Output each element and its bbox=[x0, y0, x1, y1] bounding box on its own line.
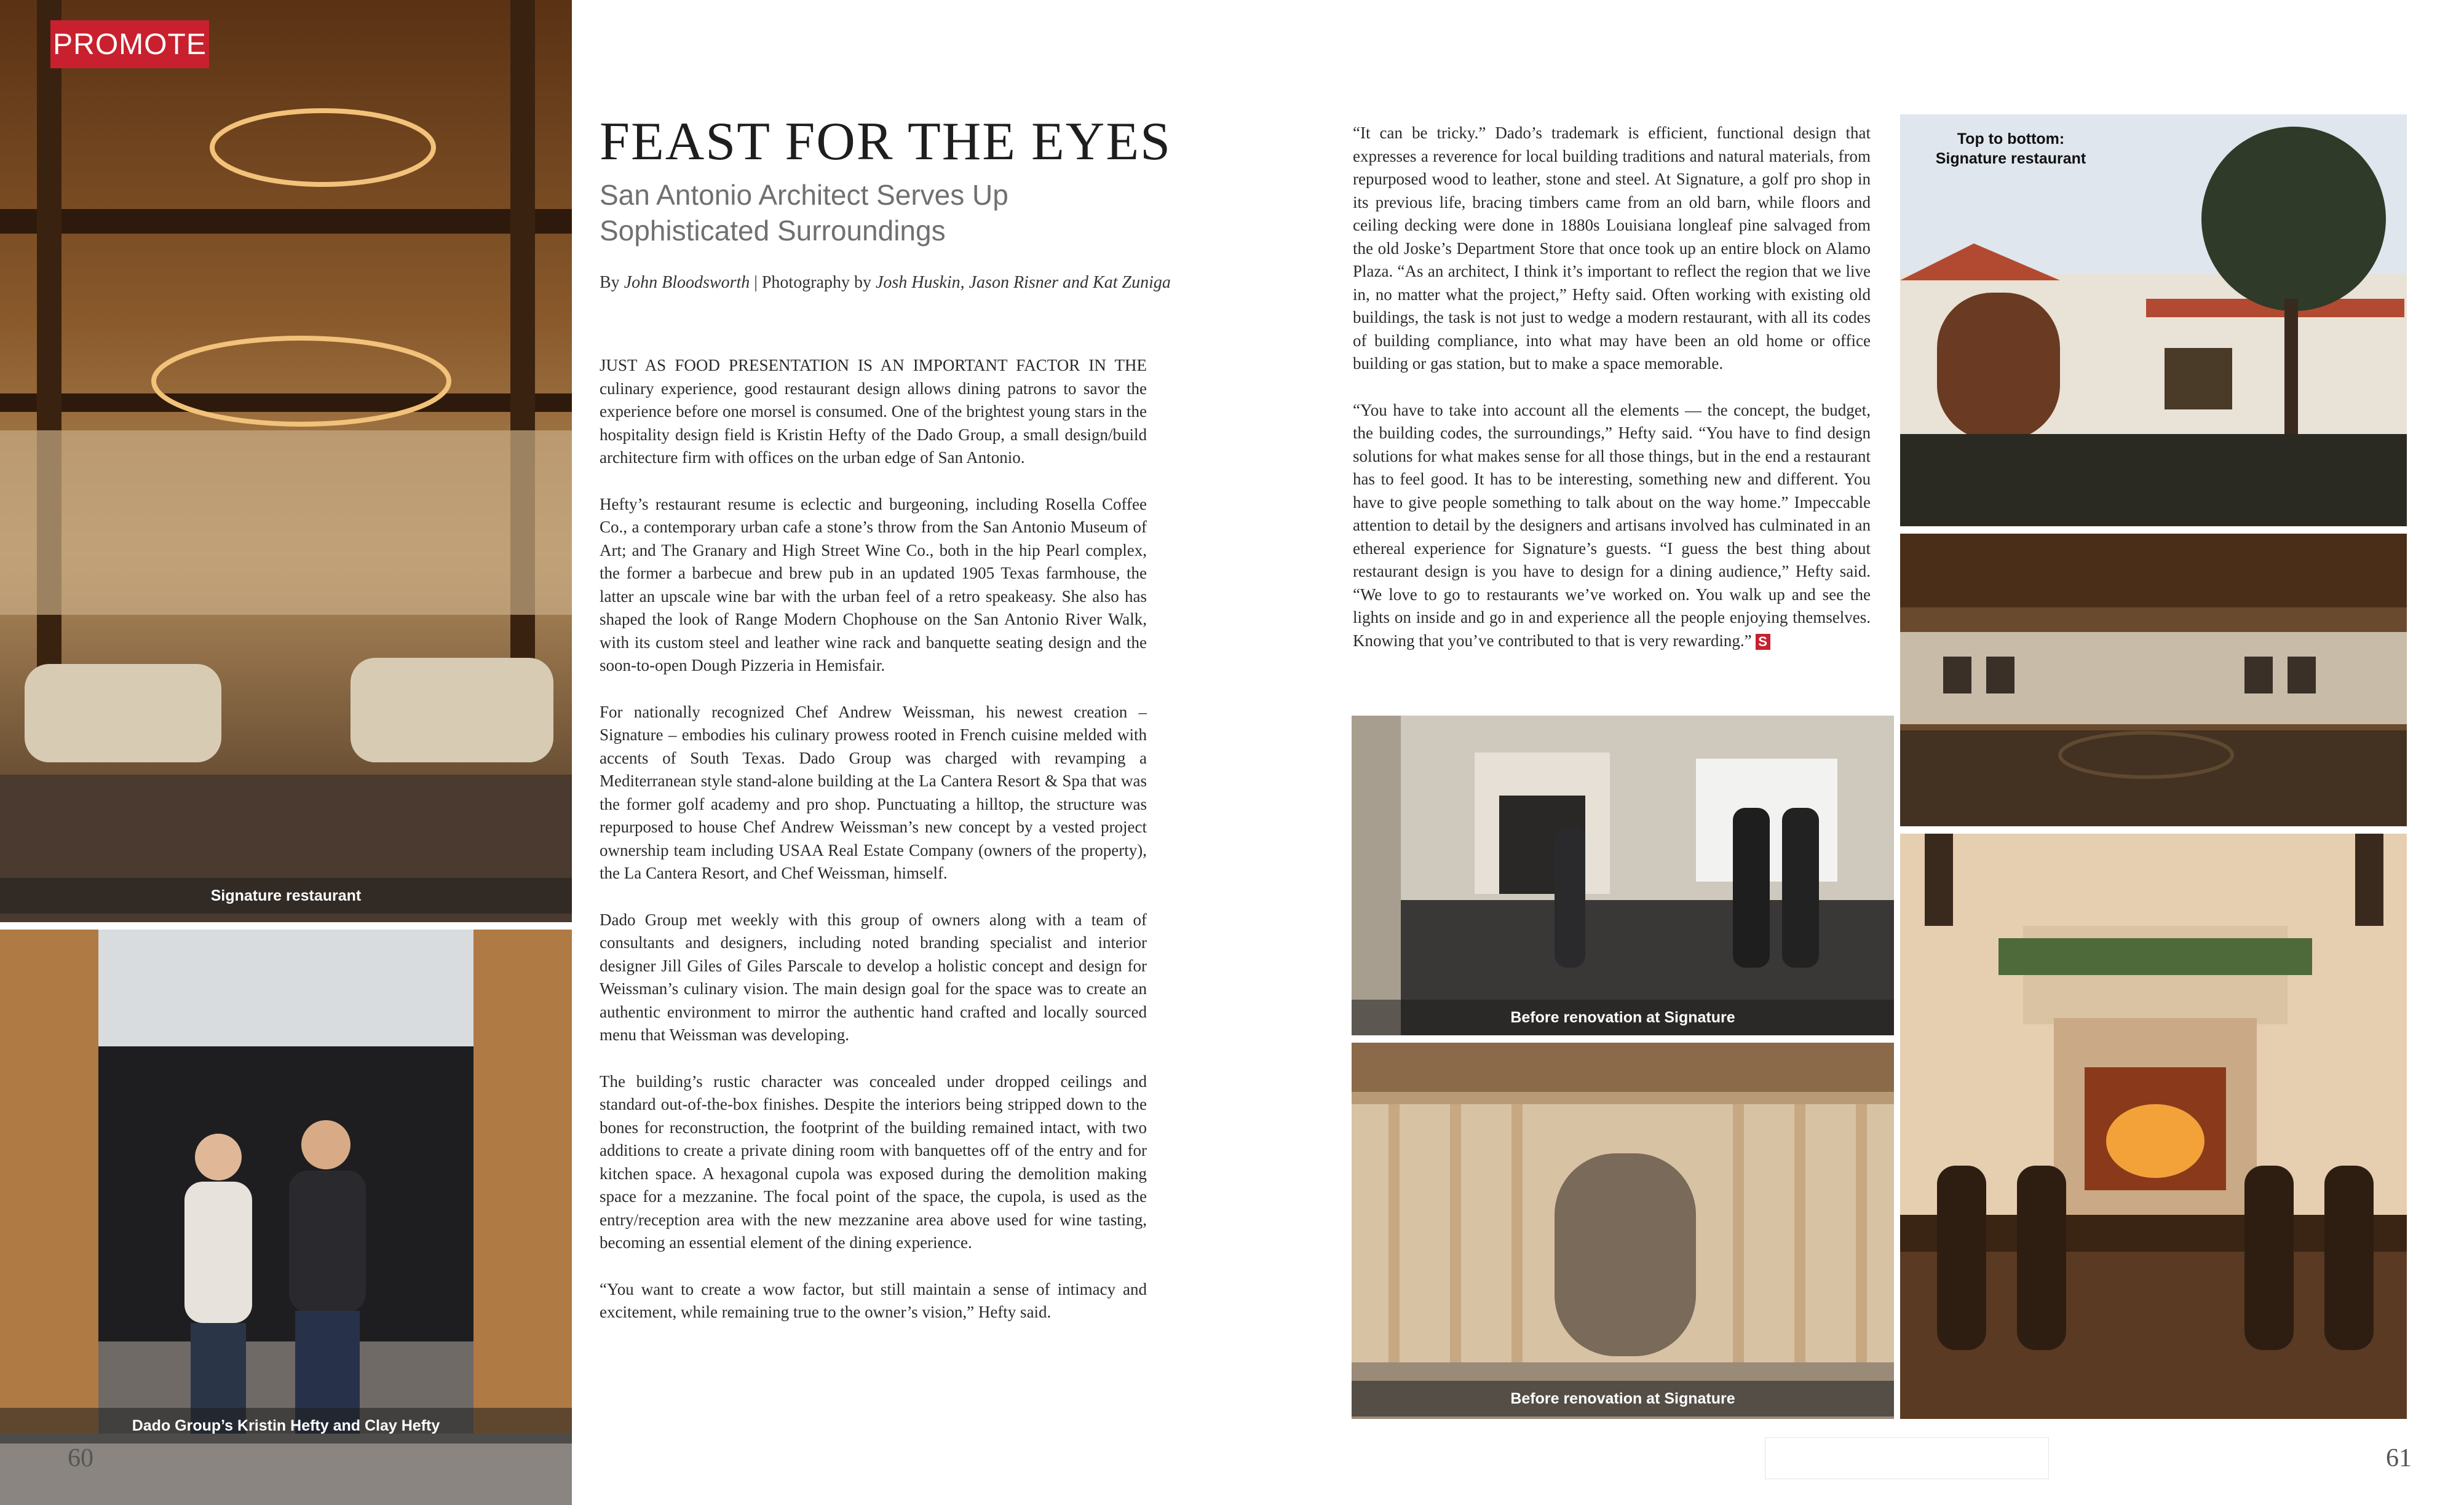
paragraph: “You have to take into account all the elements — the concept, the budget, the building codes, the surroundings,” Hefty said. “You have to find design solutions for what makes sense for all those things, but in the end a restaurant has to feel good. It has to be interesting, something new and different. You have to give people something to talk about on the way home.” Impeccable attention to detail by the designers and artisans involved has culminated in an ethereal experience for Signature’s guests. “I guess the best thing about restaurant design is you have to design for a dining audience,” Hefty said. “We love to go to restaurants we’ve worked on. You walk up and see the lights on inside and go in and experience all the people enjoying themselves. Knowing that you’ve contributed to that is very rewarding.” bbox=[1353, 400, 1871, 650]
photo-before-renovation-framing bbox=[1352, 1043, 1894, 1419]
body-column-1 bbox=[600, 354, 1147, 1348]
end-mark-icon: S bbox=[1756, 634, 1770, 650]
caption-hefty-portrait: Dado Group’s Kristin Hefty and Clay Hefty bbox=[0, 1408, 572, 1444]
subtitle-line-1: San Antonio Architect Serves Up bbox=[600, 179, 1008, 211]
photo-kristin-clay-hefty bbox=[0, 930, 572, 1505]
paragraph: Hefty’s restaurant resume is eclectic and burgeoning, including Rosella Coffee Co., a contemporary urban cafe a stone’s throw from the San Antonio Museum of Art; and The Granary and High Street Wine Co., both in the hip Pearl complex, the former a barbecue and brew pub in an updated 1905 Texas farmhouse, the latter an upscale wine bar with the urban feel of a retro speakeasy. She also has shaped the look of Range Modern Chophouse on the San Antonio River Walk, with its custom steel and leather wine rack and banquette seating design and the soon-to-open Dough Pizzeria in Hemisfair. bbox=[600, 494, 1147, 674]
caption-right-subtitle: Signature restaurant bbox=[1935, 150, 2086, 167]
photo-before-renovation-room bbox=[1352, 716, 1894, 1035]
paragraph: JUST AS FOOD PRESENTATION IS AN IMPORTANT FACTOR IN THE culinary experience, good restaurant design allows dining patrons to savor the experience before one morsel is consumed. One of the brightest young stars in the hospitality design field is Kristin Hefty of the Dado Group, a small design/build architecture firm with offices on the urban edge of San Antonio. bbox=[600, 356, 1147, 467]
subtitle-line-2: Sophisticated Surroundings bbox=[600, 215, 946, 247]
caption-before-renovation-2: Before renovation at Signature bbox=[1352, 1381, 1894, 1416]
ad-placeholder-box bbox=[1765, 1437, 2049, 1479]
caption-before-renovation-1: Before renovation at Signature bbox=[1352, 1000, 1894, 1035]
caption-right-title: Top to bottom: bbox=[1957, 130, 2065, 148]
photo-signature-interior bbox=[0, 0, 572, 922]
section-tag: PROMOTE bbox=[50, 20, 209, 68]
paragraph: “It can be tricky.” Dado’s trademark is efficient, functional design that expresses a reverence for local building traditions and natural materials, from repurposed wood to leather, stone and steel. At Signature, a golf pro shop in its previous life, bracing timbers came from an old barn, while floors and ceiling decking were done in 1880s Louisiana longleaf pine salvaged from the old Joske’s Department Store that once took up an entire block on Alamo Plaza. “As an architect, I think it’s important to reflect the region that we live in, no matter what the project,” Hefty said. Often working with existing old buildings, the task is not just to wedge a modern restaurant, with all its codes of building compliance, into what may have been an old home or office building or gas station, but to make a space memorable. bbox=[1353, 124, 1871, 373]
photo-signature-exterior bbox=[1900, 114, 2407, 526]
paragraph: For nationally recognized Chef Andrew Weissman, his newest creation – Signature – embodies his culinary prowess rooted in French cuisine melded with accents of South Texas. Dado Group was charged with revamping a Mediterranean style stand-alone building at the La Cantera Resort & Spa that was the former golf academy and pro shop. Punctuating a hilltop, the structure was repurposed to house Chef Andrew Weissman’s new concept by a vested project ownership team including USAA Real Estate Company (owners of the property), the La Cantera Resort, and Chef Weissman, himself. bbox=[600, 702, 1147, 882]
page-number-right: 61 bbox=[2386, 1444, 2412, 1472]
caption-right-photos bbox=[1900, 129, 2121, 168]
byline-prefix: By bbox=[600, 273, 624, 292]
paragraph: “You want to create a wow factor, but still maintain a sense of intimacy and excitement, while remaining true to the owner’s vision,” Hefty said. bbox=[600, 1279, 1147, 1321]
body-column-2 bbox=[1353, 122, 1871, 652]
article-subtitle bbox=[600, 177, 1042, 248]
byline-separator: | Photography by bbox=[750, 273, 876, 292]
photo-signature-fireplace bbox=[1900, 834, 2407, 1419]
photo-signature-mezzanine bbox=[1900, 534, 2407, 826]
caption-signature-restaurant: Signature restaurant bbox=[0, 878, 572, 914]
paragraph: Dado Group met weekly with this group of owners along with a team of consultants and designers, including noted branding specialist and interior designer Jill Giles of Giles Parscale to develop a holistic concept and design for Weissman’s culinary vision. The main design goal for the space was to create an authentic environment to mirror the authentic hand crafted and locally sourced menu that Weissman was developing. bbox=[600, 910, 1147, 1044]
paragraph: The building’s rustic character was concealed under dropped ceilings and standard out-of-the-box finishes. Despite the interiors being stripped down to the bones for reconstruction, the footprint of the building remained intact, with two additions to create a private dining room with banquettes off of the entry and for kitchen space. A hexagonal cupola was exposed during the demolition making space for a mezzanine. The focal point of the space, the cupola, is used as the entry/reception area with the new mezzanine area above used for wine tasting, becoming an essential element of the dining experience. bbox=[600, 1072, 1147, 1252]
byline-photographers: Josh Huskin, Jason Risner and Kat Zuniga bbox=[875, 273, 1171, 292]
byline-author: John Bloodsworth bbox=[624, 273, 750, 292]
page-number-left: 60 bbox=[68, 1444, 93, 1472]
article-title: FEAST FOR THE EYES bbox=[600, 112, 1172, 172]
byline bbox=[600, 273, 1171, 293]
